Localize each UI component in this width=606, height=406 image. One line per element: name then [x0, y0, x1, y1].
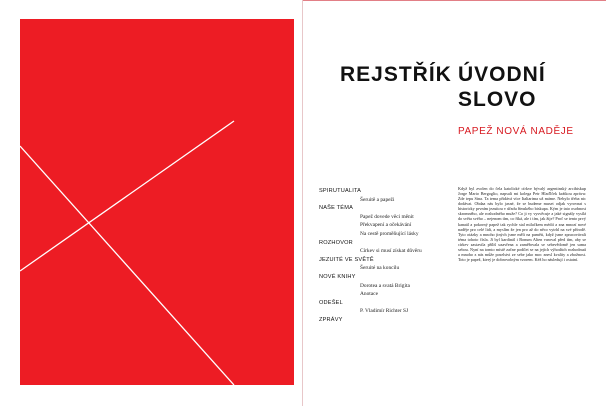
toc-section: SPIRUTUALITA	[319, 188, 362, 194]
left-page	[0, 0, 302, 406]
toc-entry: Překvapení a očekávání	[360, 222, 412, 229]
toc-entry: Šeruité na koncilu	[360, 265, 400, 272]
toc-section: ODEŠEL	[319, 299, 343, 306]
toc-entry: Papež dovede věci měnit	[360, 213, 414, 220]
toc-section: JEZUITÉ VE SVĚTĚ	[319, 256, 374, 263]
index-heading: REJSTŘÍK	[340, 63, 452, 86]
toc-entry: Šeruitě a papeži	[360, 196, 395, 203]
intro-heading: ÚVODNÍ SLOVO	[458, 63, 546, 111]
toc-section: NAŠE TÉMA	[319, 205, 354, 212]
intro-body	[458, 186, 586, 326]
intro-subtitle: PAPEŽ NOVÁ NADĚJE	[458, 126, 574, 137]
toc-entry: Církev si musí získat důvěru	[360, 248, 422, 255]
table-of-contents	[319, 187, 437, 325]
intro-paragraph: Když byl zvolen do čela katolické církve bývalý argentinský arcibiskup Jorge Mario Bergoglio, napsali mi kolega Petr Hlaďlček krátkou zprávu: Zde tepu Sina. Ta tema přidává více Italiarima už máme. Nebylo třeba nic dodávat. Obdaa nás bylo jasné, že se budeme muset odjak vyrovnat s historicky prvním jezuitou v úřadu římského biskupa. Kým je tato osobnost skromného, ale rozhodného muže? Co ji vy vysvěcuje a jaké signály vysílá do světa svého – nejenom tím, co říká, ale i tím, jak žije? Proč se tento prvý kanaál a pokorný papež tak rychle stal milačkem médií a zna mnozí nové naděje pro celé lidi, a myslím že jen pro až do něco vytrhl na své přírodě. Tyto otázky a mnoho jiných jsme měli na paměti, když jsme zpracovávali téma tohoto čísla. Jí byl kardinál i Bonum Alten varoval před tím, aby se církev zastavila příliš uzavřena a zaměřovala se sebevědomě jen sama sebou. Nyní na tomto místě začne podílet se na jejích výhodách rozhodnutí a mnoho z nás může poselstvi ze sebe jako moc znesl kvality a zbožnost. Toto je papež, který je dobrovolným vzorem. Kéž ho následují i ostatní.	[458, 186, 586, 263]
toc-section: ROZHOVOR	[319, 239, 353, 246]
toc-section: ZPRÁVY	[319, 316, 343, 323]
toc-section: NOVÉ KNIHY	[319, 273, 356, 280]
toc-entry: Na cestě proměňující lásky	[360, 230, 419, 237]
toc-entry: Anotace	[360, 291, 378, 298]
cross-lines-graphic	[20, 19, 294, 385]
toc-entry: Dorotea a svatá Brigita	[360, 282, 410, 289]
toc-entry: P. Vladimír Richter SJ	[360, 308, 409, 315]
cover-artwork	[20, 19, 294, 385]
